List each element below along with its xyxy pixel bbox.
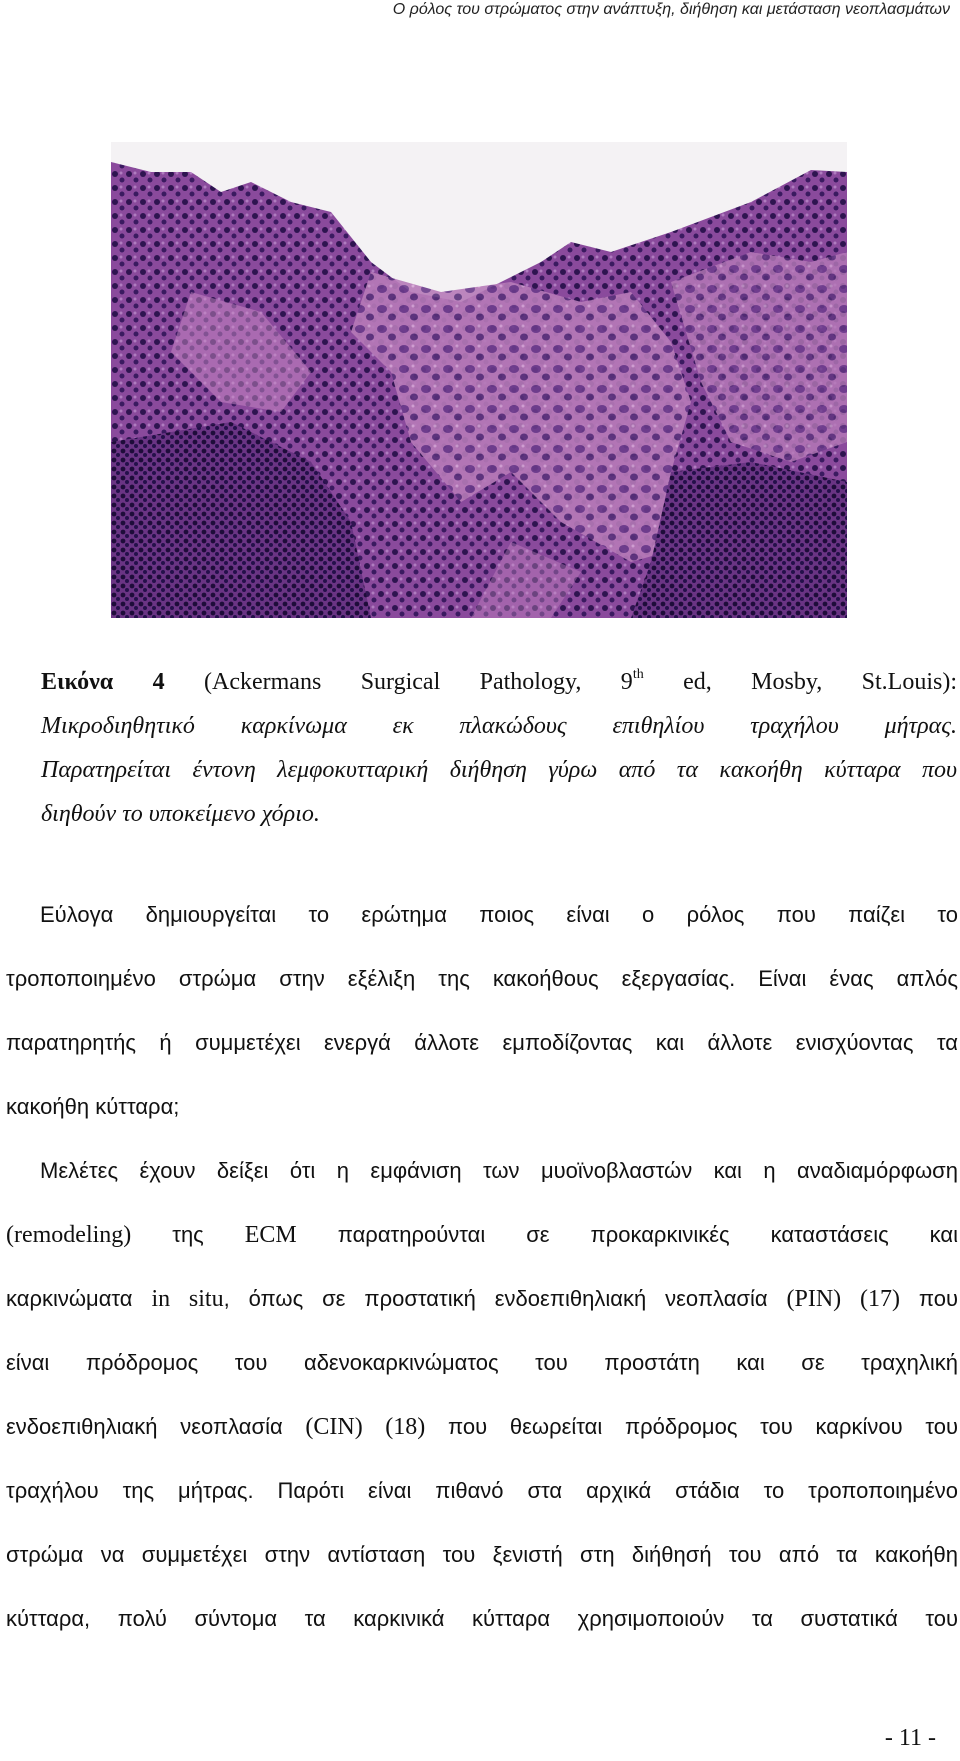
paragraph-1-line-2: τροποποιημένο στρώμα στην εξέλιξη της κακοήθους εξεργασίας. Είναι ένας απλός bbox=[6, 966, 958, 991]
caption-reference: (Ackermans Surgical Pathology, 9 bbox=[204, 669, 633, 695]
paragraph-2-line-4: είναι πρόδρομος του αδενοκαρκινώματος του προστάτη και σε τραχηλική bbox=[6, 1350, 958, 1375]
caption-line-2: Μικροδιηθητικό καρκίνωμα εκ πλακώδους επιθηλίου τραχήλου μήτρας. bbox=[41, 713, 957, 739]
caption-superscript: th bbox=[632, 667, 644, 682]
paragraph-2-line-6: τραχήλου της μήτρας. Παρότι είναι πιθανό στα αρχικά στάδια το τροποποιημένο bbox=[6, 1478, 958, 1503]
paragraph-2-line-3: καρκινώματα in situ, όπως σε προστατική ενδοεπιθηλιακή νεοπλασία (PIN) (17) που bbox=[6, 1286, 959, 1312]
paragraph-1-line-3: παρατηρητής ή συμμετέχει ενεργά άλλοτε εμποδίζοντας και άλλοτε ενισχύοντας τα bbox=[6, 1030, 958, 1055]
histology-micrograph bbox=[111, 142, 847, 618]
paragraph-2-line-8: κύτταρα, πολύ σύντομα τα καρκινικά κύτταρα χρησιμοποιούν τα συστατικά του bbox=[6, 1606, 958, 1631]
caption-line-4: διηθούν το υποκείμενο χόριο. bbox=[41, 801, 320, 827]
caption-line-3: Παρατηρείται έντονη λεμφοκυτταρική διήθηση γύρω από τα κακοήθη κύτταρα που bbox=[41, 757, 957, 783]
paragraph-1-line-4: κακοήθη κύτταρα; bbox=[6, 1094, 180, 1119]
figure-label: Εικόνα 4 bbox=[41, 669, 165, 695]
paragraph-2-line-7: στρώμα να συμμετέχει στην αντίσταση του ξενιστή στη διήθησή του από τα κακοήθη bbox=[6, 1542, 958, 1567]
paragraph-2-line-1: Μελέτες έχουν δείξει ότι η εμφάνιση των μυοϊνοβλαστών και η αναδιαμόρφωση bbox=[40, 1158, 958, 1183]
micrograph-image bbox=[111, 142, 847, 618]
paragraph-1-line-1: Εύλογα δημιουργείται το ερώτημα ποιος είναι ο ρόλος που παίζει το bbox=[40, 902, 958, 927]
paragraph-2-line-2: (remodeling) της ECM παρατηρούνται σε προκαρκινικές καταστάσεις και bbox=[6, 1222, 958, 1248]
running-header: Ο ρόλος του στρώματος στην ανάπτυξη, διήθηση και μετάσταση νεοπλασμάτων bbox=[392, 1, 950, 18]
body-text bbox=[6, 883, 958, 1651]
paragraph-2-line-5: ενδοεπιθηλιακή νεοπλασία (CIN) (18) που θεωρείται πρόδρομος του καρκίνου του bbox=[6, 1414, 958, 1440]
figure-caption bbox=[41, 653, 957, 836]
page-number: - 11 - bbox=[884, 1725, 936, 1751]
caption-reference-tail: ed, Mosby, St.Louis): bbox=[643, 669, 958, 695]
